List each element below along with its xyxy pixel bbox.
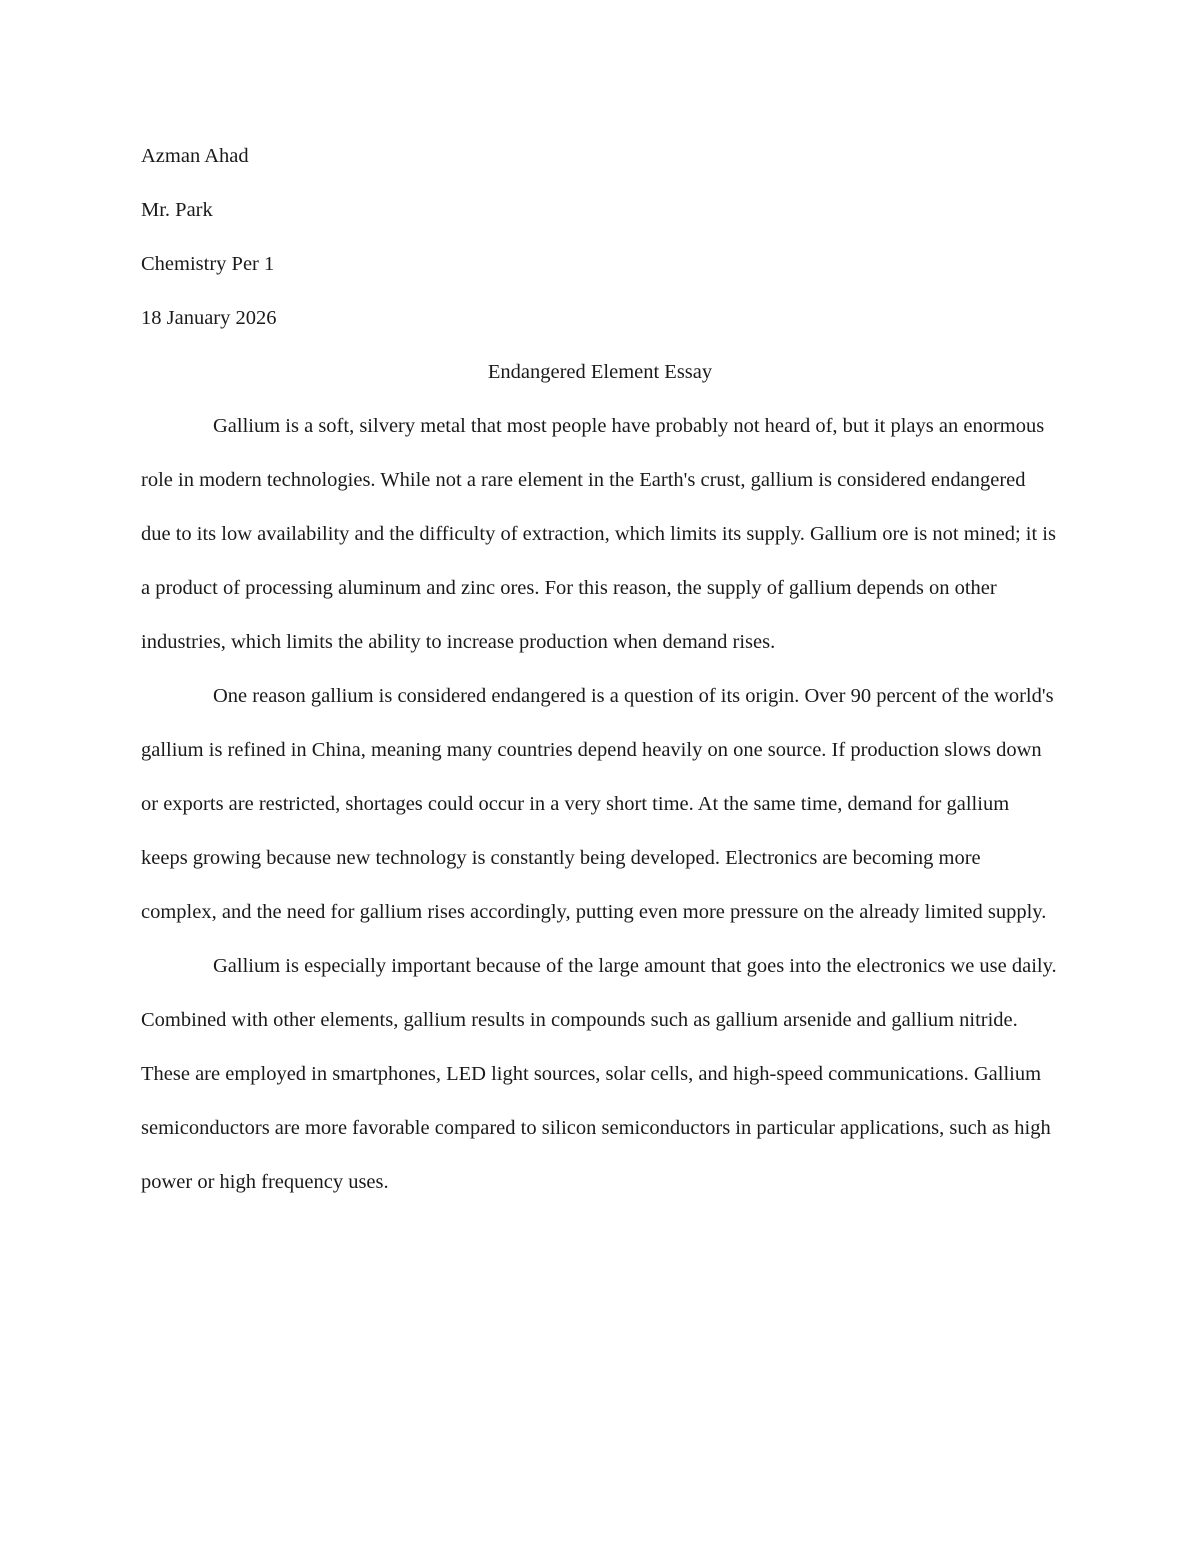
essay-title: Endangered Element Essay: [487, 361, 713, 383]
essay-date: 18 January 2026: [141, 307, 277, 329]
course-name: Chemistry Per 1: [141, 253, 275, 275]
paragraph-2: One reason gallium is considered endangered is a question of its origin. Over 90 percent of the world's gallium is refined in China, meaning many countries depend heavily on one source. If production slows down or exports are restricted, shortages could occur in a very short time. At the same time, demand for gallium keeps growing because new technology is constantly being developed. Electronics are becoming more complex, and the need for gallium rises accordingly, putting even more pressure on the already limited supply.: [141, 685, 1054, 923]
student-name: Azman Ahad: [141, 145, 249, 167]
paragraph-1: Gallium is a soft, silvery metal that most people have probably not heard of, but it plays an enormous role in modern technologies. While not a rare element in the Earth's crust, gallium is considered endangered due to its low availability and the difficulty of extraction, which limits its supply. Gallium ore is not mined; it is a product of processing aluminum and zinc ores. For this reason, the supply of gallium depends on other industries, which limits the ability to increase production when demand rises.: [141, 415, 1056, 653]
document-body: [141, 129, 1059, 1209]
paragraph-3: Gallium is especially important because of the large amount that goes into the electronics we use daily. Combined with other elements, gallium results in compounds such as gallium arsenide and gallium nitride. These are employed in smartphones, LED light sources, solar cells, and high-speed communications. Gallium semiconductors are more favorable compared to silicon semiconductors in particular applications, such as high power or high frequency uses.: [141, 955, 1057, 1193]
teacher-name: Mr. Park: [141, 199, 213, 221]
